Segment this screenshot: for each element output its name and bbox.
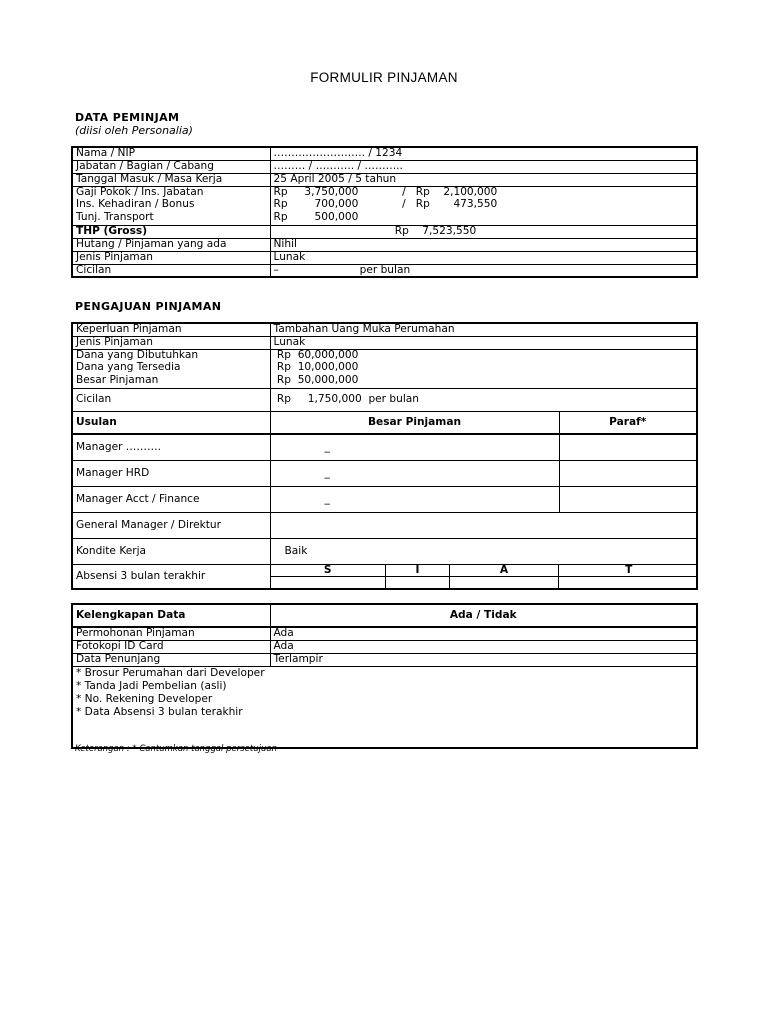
row-value: Rp 10,000,000: [270, 362, 697, 375]
paraf-cell[interactable]: [559, 434, 697, 460]
absensi-value-s[interactable]: [271, 577, 386, 588]
absensi-label: Absensi 3 bulan terakhir: [72, 564, 270, 589]
absensi-value-i[interactable]: [386, 577, 450, 588]
gm-cell[interactable]: [270, 512, 697, 538]
approval-label-finance: Manager Acct / Finance: [72, 486, 270, 512]
row-label: Nama / NIP: [72, 147, 270, 160]
section-heading-data-peminjam: DATA PEMINJAM: [75, 111, 180, 124]
data-peminjam-table: [71, 146, 698, 278]
row-value: Rp 60,000,000: [270, 349, 697, 362]
absensi-col-i: I: [386, 565, 450, 577]
absensi-col-s: S: [271, 565, 386, 577]
approval-label-manager: Manager ……….: [72, 434, 270, 460]
row-label: Tanggal Masuk / Masa Kerja: [72, 173, 270, 186]
approval-amount[interactable]: _: [270, 460, 559, 486]
row-value: Rp 500,000: [270, 212, 697, 225]
row-label: Fotokopi ID Card: [72, 640, 270, 653]
row-value: Rp 3,750,000 / Rp 2,100,000: [270, 186, 697, 199]
section-heading-pengajuan: PENGAJUAN PINJAMAN: [75, 300, 222, 313]
row-label: Data Penunjang: [72, 653, 270, 666]
attachments-list: [72, 666, 697, 748]
row-value: 25 April 2005 / 5 tahun: [270, 173, 697, 186]
row-value: Rp 1,750,000 per bulan: [270, 388, 697, 411]
row-label: Jabatan / Bagian / Cabang: [72, 160, 270, 173]
paraf-header: Paraf*: [559, 411, 697, 434]
row-value: – per bulan: [270, 264, 697, 277]
kelengkapan-header: Kelengkapan Data: [72, 604, 270, 627]
paraf-cell[interactable]: [559, 486, 697, 512]
absensi-value-t[interactable]: [559, 577, 698, 588]
row-label: Cicilan: [72, 388, 270, 411]
row-value: Ada: [270, 640, 697, 653]
row-value: Lunak: [270, 336, 697, 349]
paraf-cell[interactable]: [559, 460, 697, 486]
row-label: Hutang / Pinjaman yang ada: [72, 238, 270, 251]
row-label: Cicilan: [72, 264, 270, 277]
row-label: Jenis Pinjaman: [72, 336, 270, 349]
row-label: Dana yang Dibutuhkan: [72, 349, 270, 362]
gm-label: General Manager / Direktur: [72, 512, 270, 538]
row-value: Terlampir: [270, 653, 697, 666]
row-label: Dana yang Tersedia: [72, 362, 270, 375]
kondite-value: Baik: [270, 538, 697, 564]
row-label: Besar Pinjaman: [72, 375, 270, 388]
besar-pinjaman-header: Besar Pinjaman: [270, 411, 559, 434]
absensi-col-t: T: [559, 565, 698, 577]
row-label: Jenis Pinjaman: [72, 251, 270, 264]
ada-tidak-header: Ada / Tidak: [270, 604, 697, 627]
attachment-item: * Brosur Perumahan dari Developer: [76, 666, 265, 679]
absensi-grid: [270, 564, 697, 589]
approval-label-hrd: Manager HRD: [72, 460, 270, 486]
row-label: Permohonan Pinjaman: [72, 627, 270, 640]
section-subheading: (diisi oleh Personalia): [75, 124, 193, 137]
thp-label: THP (Gross): [72, 225, 270, 238]
absensi-col-a: A: [450, 565, 559, 577]
row-value: Rp 50,000,000: [270, 375, 697, 388]
row-label: Ins. Kehadiran / Bonus: [72, 199, 270, 212]
thp-value: Rp 7,523,550: [270, 225, 697, 238]
row-value: Ada: [270, 627, 697, 640]
attachment-item: * Tanda Jadi Pembelian (asli): [76, 679, 227, 692]
row-label: Tunj. Transport: [72, 212, 270, 225]
approval-amount[interactable]: _: [270, 434, 559, 460]
row-value: Nihil: [270, 238, 697, 251]
form-title: FORMULIR PINJAMAN: [310, 70, 458, 85]
row-value: Lunak: [270, 251, 697, 264]
kelengkapan-table: [71, 603, 698, 749]
row-value: …………………….. / 1234: [270, 147, 697, 160]
attachment-item: * Data Absensi 3 bulan terakhir: [76, 705, 243, 718]
absensi-value-a[interactable]: [450, 577, 559, 588]
row-label: Keperluan Pinjaman: [72, 323, 270, 336]
pengajuan-table: [71, 322, 698, 590]
approval-amount[interactable]: _: [270, 486, 559, 512]
usulan-header: Usulan: [72, 411, 270, 434]
row-value: ……… / ……….. / ………..: [270, 160, 697, 173]
row-label: Gaji Pokok / Ins. Jabatan: [72, 186, 270, 199]
footnote: Keterangan : * Cantumkan tanggal persetujuan: [75, 744, 277, 754]
row-value: Tambahan Uang Muka Perumahan: [270, 323, 697, 336]
row-value: Rp 700,000 / Rp 473,550: [270, 199, 697, 212]
kondite-label: Kondite Kerja: [72, 538, 270, 564]
attachment-item: * No. Rekening Developer: [76, 692, 213, 705]
